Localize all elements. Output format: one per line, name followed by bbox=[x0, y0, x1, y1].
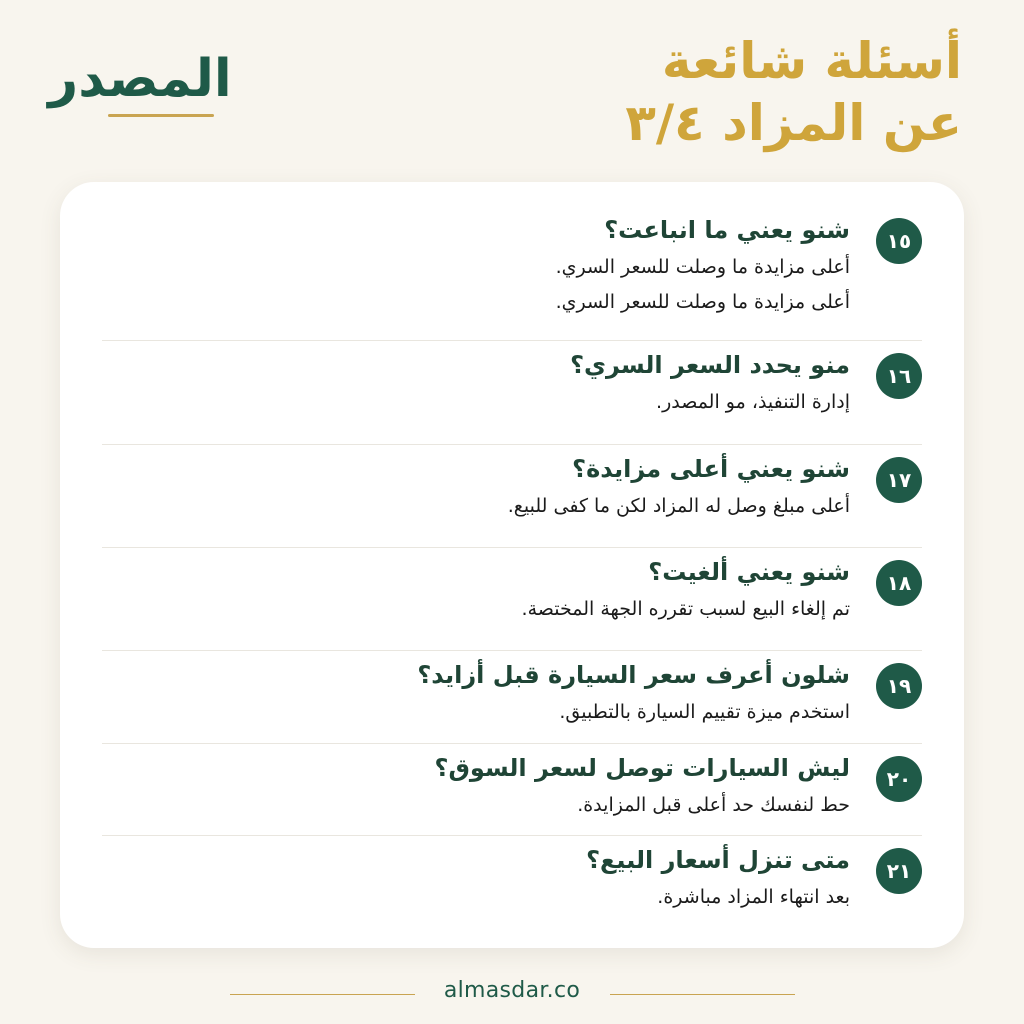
faq-body bbox=[102, 552, 850, 627]
faq-item-15 bbox=[102, 206, 922, 341]
faq-card bbox=[60, 182, 964, 948]
faq-item-19 bbox=[102, 651, 922, 744]
faq-number-badge: ١٧ bbox=[876, 457, 922, 503]
footer bbox=[0, 974, 1024, 1014]
faq-question: شلون أعرف سعر السيارة قبل أزايد؟ bbox=[417, 661, 850, 689]
faq-list bbox=[102, 206, 922, 928]
brand-logo bbox=[40, 44, 240, 114]
faq-number-badge: ١٨ bbox=[876, 560, 922, 606]
faq-answer: أعلى مبلغ وصل له المزاد لكن ما كفى للبيع. bbox=[507, 495, 850, 517]
faq-number-badge: ٢١ bbox=[876, 848, 922, 894]
faq-body bbox=[102, 655, 850, 730]
faq-answer: أعلى مزايدة ما وصلت للسعر السري. bbox=[555, 291, 850, 313]
faq-number-badge: ١٩ bbox=[876, 663, 922, 709]
faq-item-17 bbox=[102, 445, 922, 548]
faq-item-18 bbox=[102, 548, 922, 651]
faq-body bbox=[102, 748, 850, 823]
faq-number-badge: ١٥ bbox=[876, 218, 922, 264]
faq-body bbox=[102, 345, 850, 420]
faq-item-21 bbox=[102, 836, 922, 932]
faq-question: منو يحدد السعر السري؟ bbox=[570, 351, 850, 379]
page-title bbox=[362, 30, 962, 154]
footer-website-link[interactable]: almasdar.co bbox=[443, 978, 581, 1003]
faq-question: شنو يعني أعلى مزايدة؟ bbox=[572, 455, 850, 483]
faq-number-badge: ٢٠ bbox=[876, 756, 922, 802]
faq-answer: إدارة التنفيذ، مو المصدر. bbox=[656, 391, 850, 413]
faq-answer: حط لنفسك حد أعلى قبل المزايدة. bbox=[577, 794, 850, 816]
footer-divider-right bbox=[610, 994, 795, 995]
faq-question: متى تنزل أسعار البيع؟ bbox=[586, 846, 850, 874]
faq-body bbox=[102, 449, 850, 524]
faq-answer: أعلى مزايدة ما وصلت للسعر السري. bbox=[555, 256, 850, 278]
faq-body bbox=[102, 840, 850, 915]
faq-answer: بعد انتهاء المزاد مباشرة. bbox=[657, 886, 850, 908]
logo-text: المصدر bbox=[48, 49, 232, 109]
faq-question: شنو يعني ألغيت؟ bbox=[648, 558, 850, 586]
faq-number-badge: ١٦ bbox=[876, 353, 922, 399]
faq-question: ليش السيارات توصل لسعر السوق؟ bbox=[434, 754, 850, 782]
faq-question: شنو يعني ما انباعت؟ bbox=[604, 216, 850, 244]
faq-item-16 bbox=[102, 341, 922, 445]
faq-body bbox=[102, 210, 850, 320]
page-title-line-2: عن المزاد ٣/٤ bbox=[625, 94, 962, 152]
page-title-line-1: أسئلة شائعة bbox=[661, 32, 962, 90]
faq-answer: تم إلغاء البيع لسبب تقرره الجهة المختصة. bbox=[521, 598, 850, 620]
logo-underline bbox=[108, 114, 214, 117]
faq-item-20 bbox=[102, 744, 922, 836]
faq-answer: استخدم ميزة تقييم السيارة بالتطبيق. bbox=[559, 701, 850, 723]
